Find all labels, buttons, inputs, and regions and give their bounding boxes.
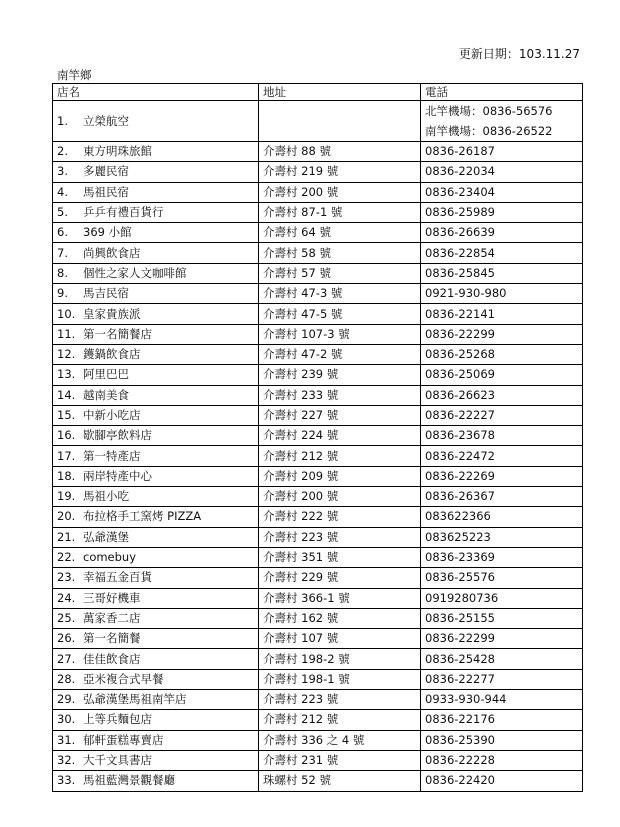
phone-cell: 0836-22228 — [421, 750, 583, 770]
address-cell: 介壽村 64 號 — [259, 223, 421, 243]
row-number: 32. — [57, 753, 76, 768]
shop-name-cell — [53, 263, 259, 283]
phone-cell: 0836-22176 — [421, 710, 583, 730]
shop-name: 第一名簡餐店 — [83, 326, 152, 341]
address-cell: 介壽村 219 號 — [259, 162, 421, 182]
shop-name: 大千文具書店 — [83, 753, 152, 768]
row-number: 27. — [57, 651, 76, 666]
table-row — [53, 101, 583, 142]
table-row — [53, 344, 583, 364]
table-row — [53, 446, 583, 466]
address-cell: 介壽村 231 號 — [259, 750, 421, 770]
shop-name-cell — [53, 608, 259, 628]
row-number: 8. — [57, 265, 68, 280]
shop-directory-table — [52, 83, 583, 792]
row-number: 18. — [57, 468, 76, 483]
row-number: 9. — [57, 286, 68, 301]
phone-cell: 0919280736 — [421, 588, 583, 608]
shop-name: 369 小館 — [83, 225, 132, 240]
table-row — [53, 182, 583, 202]
row-number: 3. — [57, 164, 68, 179]
address-cell: 介壽村 200 號 — [259, 487, 421, 507]
row-number: 11. — [57, 326, 76, 341]
phone-cell: 0836-23678 — [421, 426, 583, 446]
address-cell: 介壽村 223 號 — [259, 527, 421, 547]
table-row — [53, 547, 583, 567]
address-cell: 介壽村 229 號 — [259, 568, 421, 588]
address-cell: 介壽村 107-3 號 — [259, 324, 421, 344]
table-row — [53, 730, 583, 750]
shop-name-cell — [53, 405, 259, 425]
row-number: 5. — [57, 205, 68, 220]
table-row — [53, 223, 583, 243]
shop-name-cell — [53, 669, 259, 689]
table-row — [53, 304, 583, 324]
shop-name: 乒乒有禮百貨行 — [83, 205, 164, 220]
table-row — [53, 690, 583, 710]
row-number: 14. — [57, 387, 76, 402]
address-cell: 介壽村 223 號 — [259, 690, 421, 710]
shop-name: 馬祖民宿 — [83, 184, 129, 199]
shop-name-cell — [53, 182, 259, 202]
phone-cell: 0836-23404 — [421, 182, 583, 202]
address-cell: 介壽村 88 號 — [259, 142, 421, 162]
shop-name: 歇腳亭飲料店 — [83, 428, 152, 443]
shop-name: 佳佳飲食店 — [83, 651, 141, 666]
row-number: 6. — [57, 225, 68, 240]
shop-name-cell — [53, 466, 259, 486]
phone-cell: 0836-26367 — [421, 487, 583, 507]
address-cell: 介壽村 227 號 — [259, 405, 421, 425]
phone-cell: 0836-25576 — [421, 568, 583, 588]
shop-name-cell — [53, 385, 259, 405]
shop-name-cell — [53, 588, 259, 608]
address-cell: 介壽村 47-3 號 — [259, 284, 421, 304]
phone-cell: 0836-22472 — [421, 446, 583, 466]
column-header-name: 店名 — [53, 84, 259, 101]
row-number: 2. — [57, 144, 68, 159]
shop-name: 第一名簡餐 — [83, 631, 141, 646]
shop-name: 兩岸特產中心 — [83, 468, 152, 483]
address-cell: 介壽村 212 號 — [259, 446, 421, 466]
row-number: 21. — [57, 529, 76, 544]
address-cell: 介壽村 58 號 — [259, 243, 421, 263]
row-number: 10. — [57, 306, 76, 321]
phone-cell: 0836-26187 — [421, 142, 583, 162]
table-row — [53, 142, 583, 162]
shop-name: 尚興飲食店 — [83, 245, 141, 260]
row-number: 17. — [57, 448, 76, 463]
phone-cell: 0836-26639 — [421, 223, 583, 243]
shop-name-cell — [53, 771, 259, 791]
shop-name: 個性之家人文咖啡館 — [83, 265, 187, 280]
phone-cell: 0836-22277 — [421, 669, 583, 689]
row-number: 29. — [57, 692, 76, 707]
shop-name: 馬祖藍灣景觀餐廳 — [83, 773, 175, 788]
shop-name: 三哥好機車 — [83, 590, 141, 605]
address-cell: 介壽村 47-5 號 — [259, 304, 421, 324]
shop-name: 馬吉民宿 — [83, 286, 129, 301]
phone-cell: 083625223 — [421, 527, 583, 547]
row-number: 31. — [57, 732, 76, 747]
shop-name-cell — [53, 690, 259, 710]
table-row — [53, 466, 583, 486]
row-number: 15. — [57, 408, 76, 422]
shop-name-cell — [53, 142, 259, 162]
address-cell: 介壽村 87-1 號 — [259, 202, 421, 222]
table-row — [53, 263, 583, 283]
column-header-address: 地址 — [259, 84, 421, 101]
shop-name-cell — [53, 223, 259, 243]
address-cell: 介壽村 209 號 — [259, 466, 421, 486]
phone-cell: 0836-22227 — [421, 405, 583, 425]
phone-cell: 0836-25069 — [421, 365, 583, 385]
shop-name-cell — [53, 304, 259, 324]
shop-name: 皇家貴族派 — [83, 306, 141, 321]
row-number: 13. — [57, 367, 76, 382]
shop-name-cell — [53, 649, 259, 669]
row-number: 20. — [57, 509, 76, 524]
row-number: 25. — [57, 610, 76, 625]
phone-cell: 0921-930-980 — [421, 284, 583, 304]
shop-name-cell — [53, 568, 259, 588]
row-number: 19. — [57, 489, 76, 504]
row-number: 22. — [57, 550, 76, 565]
shop-name: 阿里巴巴 — [83, 367, 129, 382]
shop-name: 越南美食 — [83, 387, 129, 402]
table-row — [53, 710, 583, 730]
table-row — [53, 365, 583, 385]
table-row — [53, 771, 583, 791]
shop-name-cell — [53, 750, 259, 770]
phone-cell: 0836-25155 — [421, 608, 583, 628]
table-row — [53, 507, 583, 527]
shop-name-cell — [53, 730, 259, 750]
phone-cell: 0836-26623 — [421, 385, 583, 405]
table-row — [53, 527, 583, 547]
shop-name-cell — [53, 527, 259, 547]
table-row — [53, 629, 583, 649]
phone-cell: 0836-25390 — [421, 730, 583, 750]
shop-name: 萬家香二店 — [83, 610, 141, 625]
address-cell: 介壽村 336 之 4 號 — [259, 730, 421, 750]
address-cell: 介壽村 198-1 號 — [259, 669, 421, 689]
township-title: 南竿鄉 — [57, 68, 92, 82]
table-row — [53, 588, 583, 608]
address-cell — [259, 101, 421, 142]
shop-name-cell — [53, 344, 259, 364]
phone-cell — [421, 101, 583, 142]
table-row — [53, 649, 583, 669]
phone-cell: 0836-22420 — [421, 771, 583, 791]
shop-name-cell — [53, 547, 259, 567]
address-cell: 介壽村 222 號 — [259, 507, 421, 527]
shop-name: 幸福五金百貨 — [83, 570, 152, 585]
phone-cell: 0836-25268 — [421, 344, 583, 364]
table-row — [53, 669, 583, 689]
shop-name: 鑊鍋飲食店 — [83, 347, 141, 362]
table-row — [53, 385, 583, 405]
shop-name: 弘爺漢堡 — [83, 529, 129, 544]
row-number: 1. — [57, 113, 68, 128]
phone-cell: 0836-22854 — [421, 243, 583, 263]
row-number: 28. — [57, 671, 76, 686]
shop-name-cell — [53, 243, 259, 263]
row-number: 33. — [57, 773, 76, 788]
row-number: 30. — [57, 712, 76, 727]
row-number: 12. — [57, 347, 76, 362]
shop-name: 立榮航空 — [83, 113, 129, 128]
shop-name-cell — [53, 487, 259, 507]
phone-cell: 0836-25428 — [421, 649, 583, 669]
column-header-phone: 電話 — [421, 84, 583, 101]
shop-name: 弘爺漢堡馬祖南竿店 — [83, 692, 187, 707]
shop-name: 第一特產店 — [83, 448, 141, 463]
table-header-row — [53, 84, 583, 101]
shop-name-cell — [53, 507, 259, 527]
address-cell: 介壽村 107 號 — [259, 629, 421, 649]
phone-cell: 0836-23369 — [421, 547, 583, 567]
shop-name: 上等兵麵包店 — [83, 712, 152, 727]
shop-name: 中新小吃店 — [83, 408, 141, 422]
address-cell: 介壽村 162 號 — [259, 608, 421, 628]
address-cell: 介壽村 239 號 — [259, 365, 421, 385]
address-cell: 介壽村 351 號 — [259, 547, 421, 567]
row-number: 7. — [57, 245, 68, 260]
shop-name-cell — [53, 101, 259, 142]
phone-cell: 0836-22299 — [421, 629, 583, 649]
shop-name-cell — [53, 284, 259, 304]
update-date: 更新日期：103.11.27 — [458, 47, 580, 61]
phone-cell: 0836-22034 — [421, 162, 583, 182]
address-cell: 珠螺村 52 號 — [259, 771, 421, 791]
table-row — [53, 750, 583, 770]
table-row — [53, 405, 583, 425]
address-cell: 介壽村 212 號 — [259, 710, 421, 730]
shop-name-cell — [53, 202, 259, 222]
table-row — [53, 284, 583, 304]
address-cell: 介壽村 57 號 — [259, 263, 421, 283]
shop-name: 東方明珠旅館 — [83, 144, 152, 159]
table-row — [53, 608, 583, 628]
phone-cell: 0933-930-944 — [421, 690, 583, 710]
phone-cell: 0836-25989 — [421, 202, 583, 222]
address-cell: 介壽村 224 號 — [259, 426, 421, 446]
row-number: 4. — [57, 184, 68, 199]
table-row — [53, 324, 583, 344]
table-row — [53, 243, 583, 263]
address-cell: 介壽村 47-2 號 — [259, 344, 421, 364]
phone-cell: 0836-25845 — [421, 263, 583, 283]
address-cell: 介壽村 233 號 — [259, 385, 421, 405]
shop-name-cell — [53, 324, 259, 344]
shop-name: 多麗民宿 — [83, 164, 129, 179]
phone-cell: 083622366 — [421, 507, 583, 527]
row-number: 23. — [57, 570, 76, 585]
shop-name: 郁軒蛋糕專賣店 — [83, 732, 164, 747]
table-row — [53, 426, 583, 446]
row-number: 16. — [57, 428, 76, 443]
table-row — [53, 202, 583, 222]
shop-name-cell — [53, 629, 259, 649]
table-row — [53, 568, 583, 588]
shop-name-cell — [53, 710, 259, 730]
table-row — [53, 487, 583, 507]
row-number: 26. — [57, 631, 76, 646]
shop-name: comebuy — [83, 550, 137, 565]
shop-name-cell — [53, 446, 259, 466]
shop-name: 馬祖小吃 — [83, 489, 129, 504]
phone-cell: 0836-22269 — [421, 466, 583, 486]
table-body — [53, 101, 583, 792]
phone-line: 北竿機場：0836-56576 — [425, 104, 553, 118]
shop-name-cell — [53, 426, 259, 446]
phone-cell: 0836-22299 — [421, 324, 583, 344]
table-row — [53, 162, 583, 182]
address-cell: 介壽村 198-2 號 — [259, 649, 421, 669]
phone-cell: 0836-22141 — [421, 304, 583, 324]
address-cell: 介壽村 200 號 — [259, 182, 421, 202]
address-cell: 介壽村 366-1 號 — [259, 588, 421, 608]
shop-name-cell — [53, 162, 259, 182]
shop-name-cell — [53, 365, 259, 385]
shop-name: 亞米複合式早餐 — [83, 671, 164, 686]
phone-line: 南竿機場：0836-26522 — [425, 124, 553, 138]
row-number: 24. — [57, 590, 76, 605]
shop-name: 布拉格手工窯烤 PIZZA — [83, 509, 202, 524]
